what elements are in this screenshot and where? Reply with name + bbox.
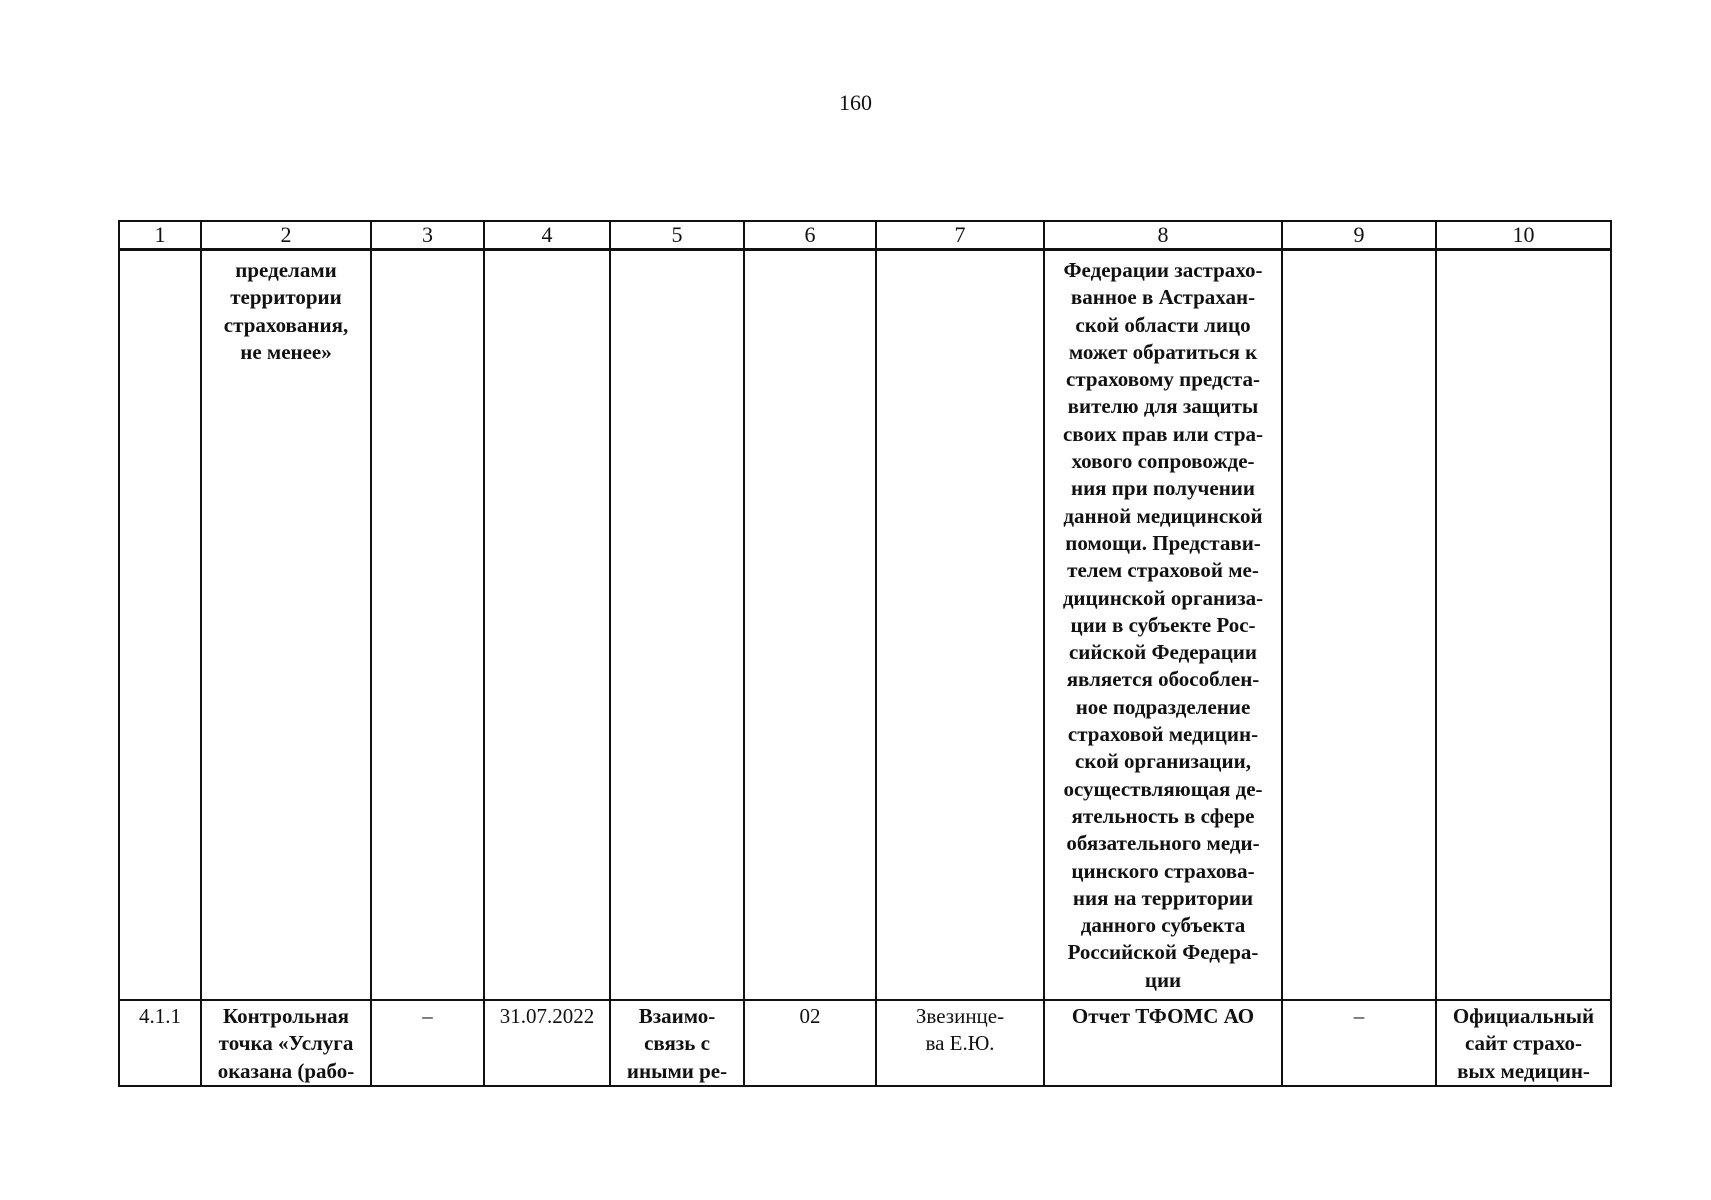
page-number: 160 <box>839 90 872 115</box>
cell-start-date <box>371 250 484 1001</box>
text-line: страхования, <box>223 312 349 337</box>
text-line: Контрольная <box>222 1004 350 1028</box>
column-number: 4 <box>484 221 610 250</box>
cell-relation <box>610 1000 744 1086</box>
column-number: 9 <box>1282 221 1436 250</box>
text-line: может обратиться к <box>1068 339 1258 364</box>
text-line: помощи. Представи- <box>1065 530 1261 555</box>
text-line: пределами <box>235 258 337 282</box>
cell-code: 02 <box>744 1000 876 1086</box>
cell-event-name <box>201 1000 371 1086</box>
cell-source <box>1436 250 1611 1001</box>
column-number-row <box>119 221 1611 250</box>
text-line: ции <box>1144 967 1182 992</box>
text-line: ва Е.Ю. <box>925 1031 995 1056</box>
text-line: ции в субъекте Рос- <box>1070 612 1256 637</box>
text-line: иными ре- <box>626 1058 728 1083</box>
table-row-continuation <box>119 250 1611 1001</box>
text-line: данной медицинской <box>1063 503 1263 528</box>
text-line: территории <box>230 285 342 310</box>
text-line: ятельность в сфере <box>1071 803 1255 828</box>
cell-number <box>119 250 201 1001</box>
text-line: сийской Федерации <box>1068 640 1257 665</box>
text-line: ской области лицо <box>1075 312 1251 337</box>
text-line: осуществляющая де- <box>1063 776 1263 801</box>
column-number: 2 <box>201 221 371 250</box>
cell-event-name <box>201 250 371 1001</box>
plan-table <box>118 220 1612 1087</box>
text-line: дицинской организа- <box>1062 585 1264 610</box>
text-line: ния на территории <box>1072 885 1254 910</box>
cell-number: 4.1.1 <box>119 1000 201 1086</box>
cell-source <box>1436 1000 1611 1086</box>
text-line: Российской Федера- <box>1067 940 1259 965</box>
cell-result-description: Отчет ТФОМС АО <box>1044 1000 1282 1086</box>
column-number: 7 <box>876 221 1044 250</box>
text-line: вых медицин- <box>1457 1058 1590 1083</box>
text-line: сайт страхо- <box>1464 1031 1582 1056</box>
text-line: обязательного меди- <box>1066 831 1260 856</box>
column-number: 5 <box>610 221 744 250</box>
cell-code <box>744 250 876 1001</box>
text-line: своих прав или стра- <box>1062 421 1264 446</box>
column-number: 6 <box>744 221 876 250</box>
text-line: ное подразделение <box>1075 694 1251 719</box>
cell-start-date: – <box>371 1000 484 1086</box>
cell-note <box>1282 250 1436 1001</box>
text-line: Официальный <box>1452 1004 1595 1028</box>
text-line: страховой медицин- <box>1067 722 1259 747</box>
text-line: точка «Услуга <box>218 1031 354 1056</box>
cell-end-date: 31.07.2022 <box>484 1000 610 1086</box>
text-line: является обособлен- <box>1066 667 1260 692</box>
column-number: 10 <box>1436 221 1611 250</box>
cell-end-date <box>484 250 610 1001</box>
text-line: страховому предста- <box>1066 367 1260 392</box>
column-number: 8 <box>1044 221 1282 250</box>
text-line: ния при получении <box>1070 476 1255 501</box>
text-line: данного субъекта <box>1080 913 1246 938</box>
column-number: 3 <box>371 221 484 250</box>
cell-responsible <box>876 1000 1044 1086</box>
text-line: хового сопровожде- <box>1071 449 1255 474</box>
cell-responsible <box>876 250 1044 1001</box>
text-line: Звезинце- <box>915 1004 1005 1028</box>
text-line: ванное в Астрахан- <box>1070 285 1256 310</box>
text-line: оказана (рабо- <box>217 1058 355 1083</box>
column-number: 1 <box>119 221 201 250</box>
cell-relation <box>610 250 744 1001</box>
text-line: не менее» <box>240 339 332 364</box>
text-line: телем страховой ме- <box>1067 558 1259 583</box>
cell-note: – <box>1282 1000 1436 1086</box>
text-line: связь с <box>644 1031 710 1056</box>
text-line: вителю для защиты <box>1067 394 1259 419</box>
text-line: Взаимо- <box>638 1004 716 1028</box>
cell-result-description <box>1044 250 1282 1001</box>
text-line: Федерации застрахо- <box>1063 258 1263 282</box>
text-line: цинского страхова- <box>1071 858 1255 883</box>
table-row <box>119 1000 1611 1086</box>
text-line: ской организации, <box>1075 749 1251 774</box>
